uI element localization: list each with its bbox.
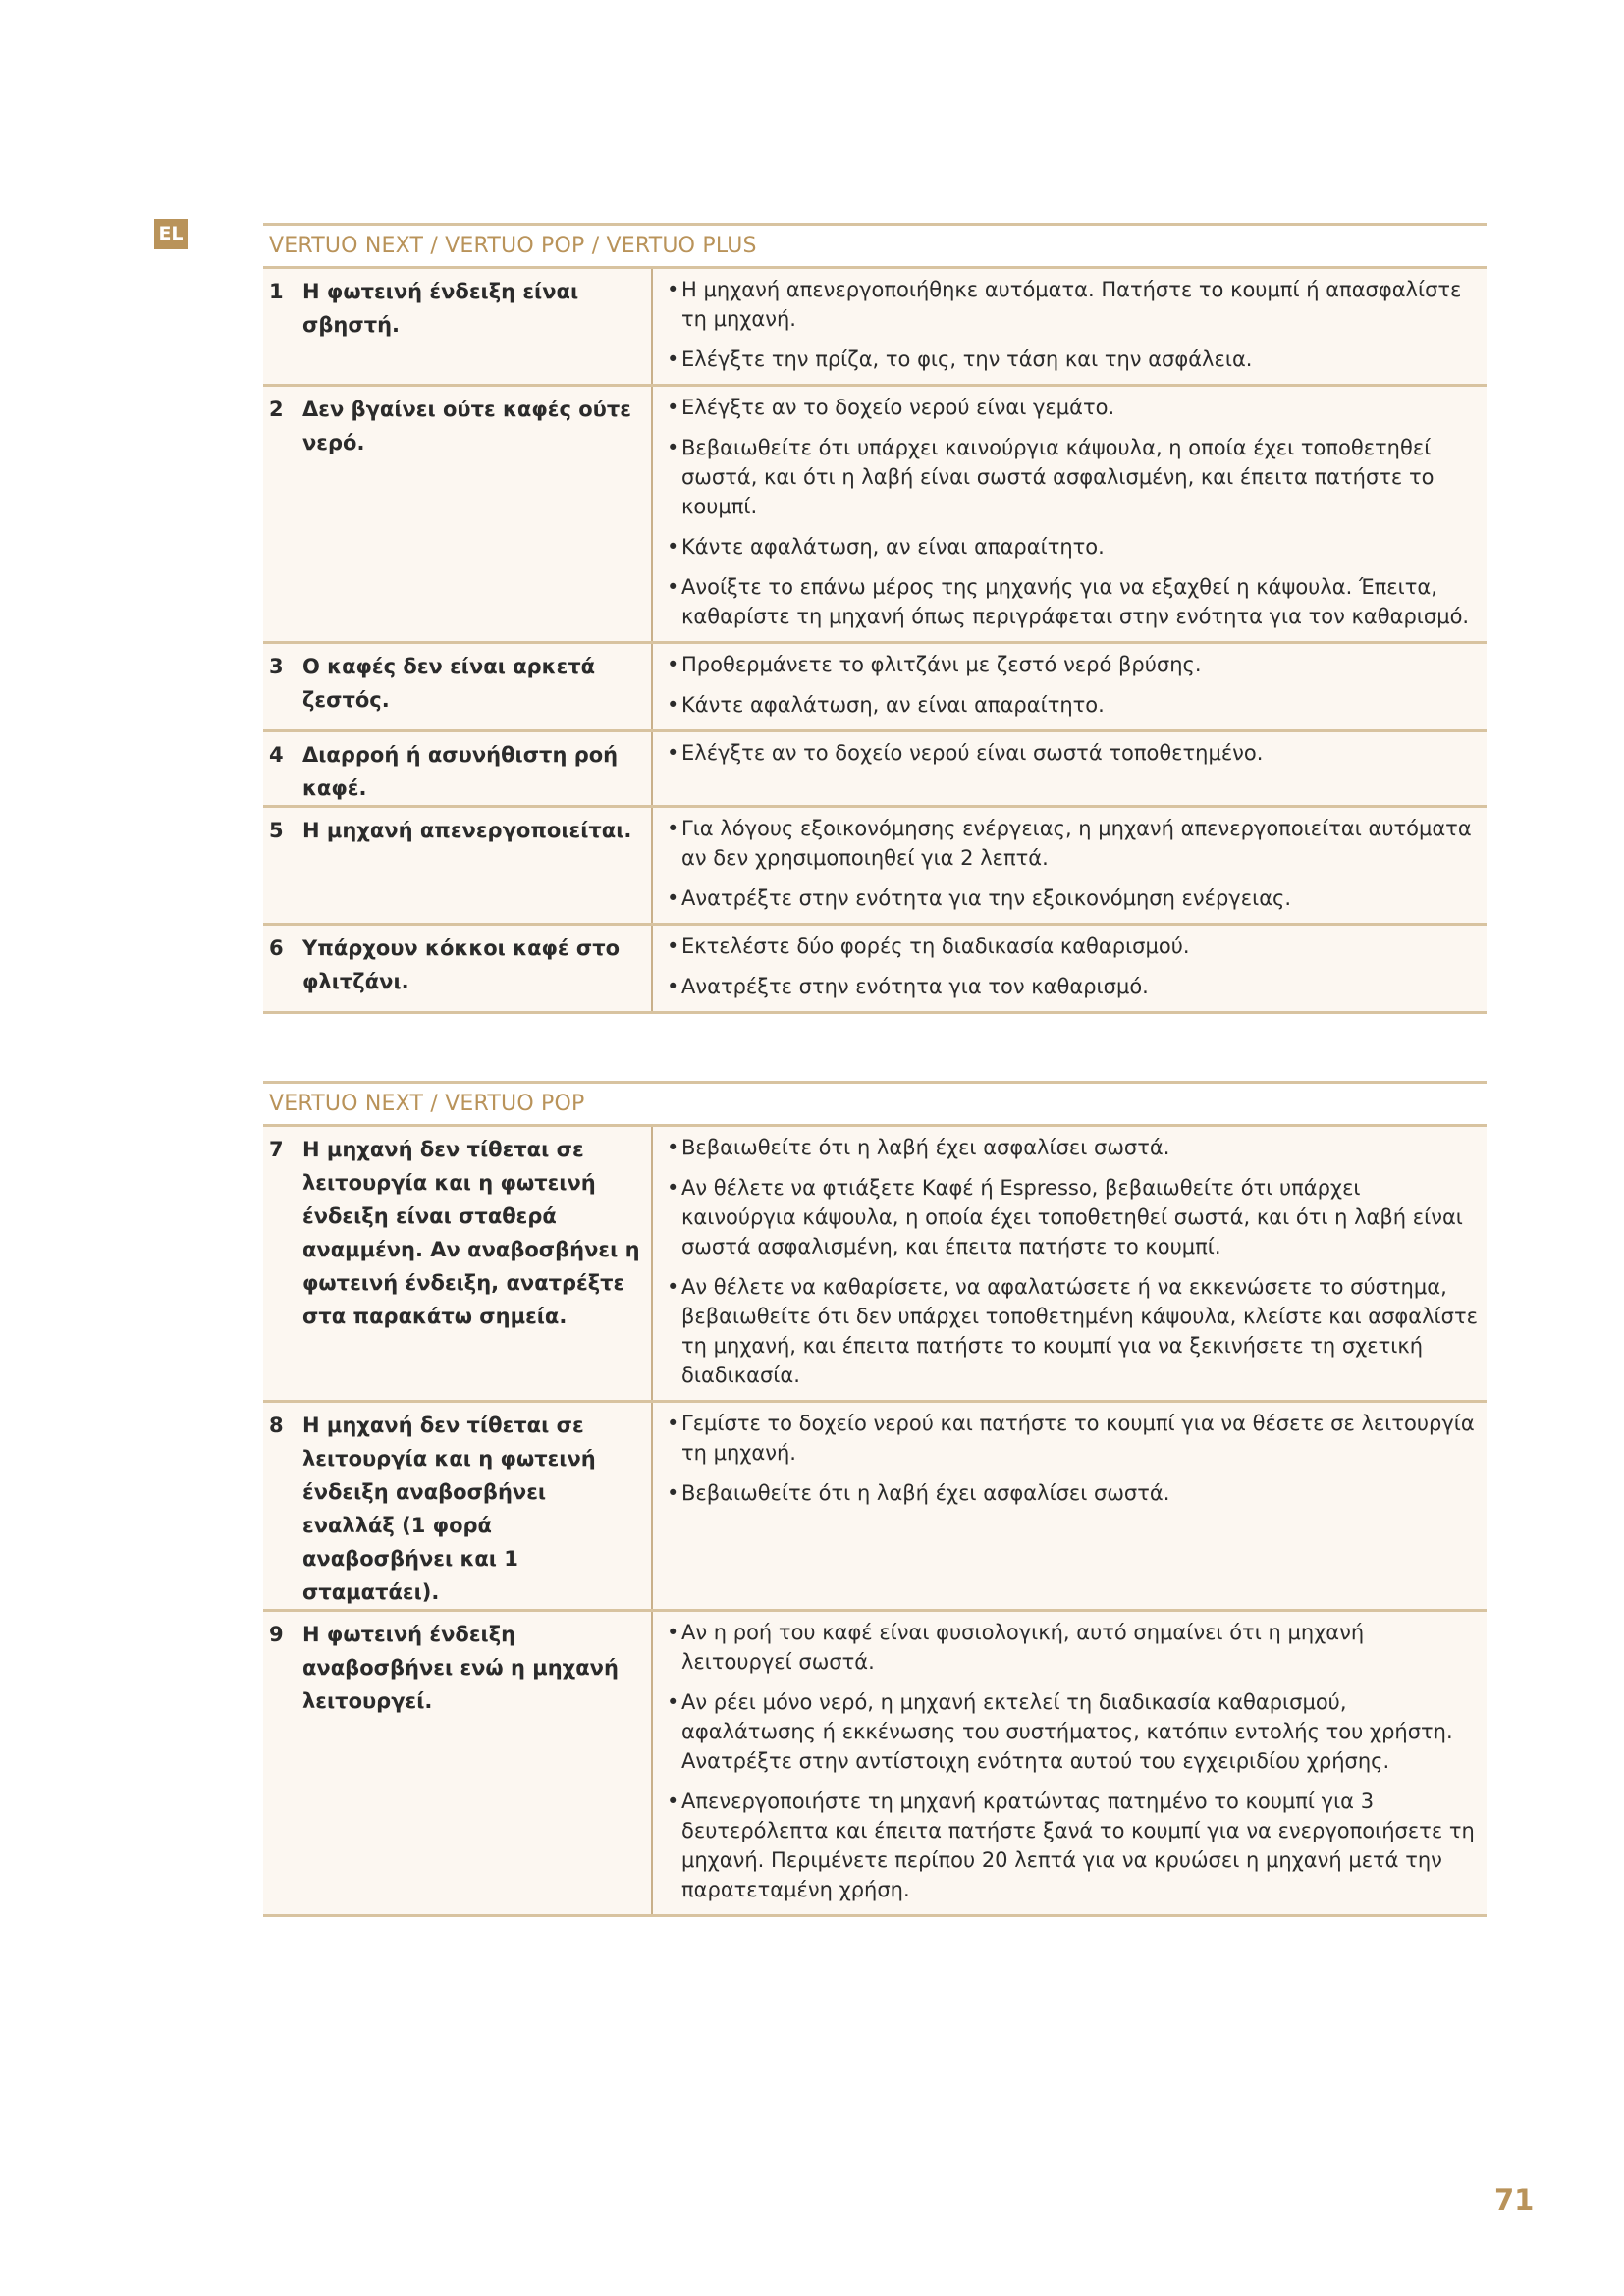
solution-item: • Βεβαιωθείτε ότι η λαβή έχει ασφαλίσει σωστά. bbox=[667, 1133, 1479, 1162]
problem-description: Η μηχανή δεν τίθεται σε λειτουργία και η φωτεινή ένδειξη αναβοσβήνει εναλλάξ (1 φορά αναβοσβήνει και 1 σταματάει). bbox=[302, 1414, 596, 1604]
solution-item: • Για λόγους εξοικονόμησης ενέργειας, η μηχανή απενεργοποιείται αυτόματα αν δεν χρησιμοποιηθεί για 2 λεπτά. bbox=[667, 814, 1479, 873]
solution-item: • Βεβαιωθείτε ότι υπάρχει καινούργια κάψουλα, η οποία έχει τοποθετηθεί σωστά, και ότι η λαβή είναι σωστά ασφαλισμένη, και έπειτα πατήστε το κουμπί. bbox=[667, 433, 1479, 521]
row-number: 7 bbox=[269, 1138, 284, 1161]
problem-description: Διαρροή ή ασυνήθιστη ροή καφέ. bbox=[302, 743, 619, 800]
table-row bbox=[263, 808, 1487, 926]
solution-item: • Αν η ροή του καφέ είναι φυσιολογική, αυτό σημαίνει ότι η μηχανή λειτουργεί σωστά. bbox=[667, 1618, 1479, 1677]
table-row bbox=[263, 644, 1487, 732]
section-vertuo-next-pop-plus bbox=[263, 223, 1487, 1014]
solution-item: • Προθερμάνετε το φλιτζάνι με ζεστό νερό βρύσης. bbox=[667, 650, 1479, 679]
problem-description: Η μηχανή απενεργοποιείται. bbox=[302, 819, 632, 842]
solution-item: • Γεμίστε το δοχείο νερού και πατήστε το κουμπί για να θέσετε σε λειτουργία τη μηχανή. bbox=[667, 1409, 1479, 1468]
page-number: 71 bbox=[1494, 2183, 1535, 2216]
table-row bbox=[263, 732, 1487, 808]
solutions-cell bbox=[651, 644, 1487, 729]
row-number: 9 bbox=[269, 1623, 284, 1646]
solution-item: • Ανατρέξτε στην ενότητα για την εξοικονόμηση ενέργειας. bbox=[667, 883, 1479, 913]
row-number: 2 bbox=[269, 398, 284, 421]
solutions-cell bbox=[651, 1403, 1487, 1609]
solution-item: • Ελέγξτε αν το δοχείο νερού είναι σωστά τοποθετημένο. bbox=[667, 738, 1479, 768]
solutions-cell bbox=[651, 732, 1487, 805]
solution-item: • Η μηχανή απενεργοποιήθηκε αυτόματα. Πατήστε το κουμπί ή απασφαλίστε τη μηχανή. bbox=[667, 275, 1479, 334]
solution-item: • Αν θέλετε να καθαρίσετε, να αφαλατώσετε ή να εκκενώσετε το σύστημα, βεβαιωθείτε ότι δεν υπάρχει τοποθετημένη κάψουλα, κλείστε και ασφαλίστε τη μηχανή, και έπειτα πατήστε το κουμπί για να ξεκινήσετε τη σχετική διαδικασία. bbox=[667, 1272, 1479, 1390]
row-number: 1 bbox=[269, 280, 284, 303]
problem-description: Ο καφές δεν είναι αρκετά ζεστός. bbox=[302, 655, 596, 712]
table-row bbox=[263, 269, 1487, 387]
solutions-cell bbox=[651, 808, 1487, 923]
problem-description: Η φωτεινή ένδειξη είναι σβηστή. bbox=[302, 280, 579, 337]
section-title: VERTUO NEXT / VERTUO POP / VERTUO PLUS bbox=[263, 223, 1487, 269]
solution-item: • Ανατρέξτε στην ενότητα για τον καθαρισμό. bbox=[667, 972, 1479, 1001]
table-row bbox=[263, 387, 1487, 644]
solutions-cell bbox=[651, 926, 1487, 1011]
section-title: VERTUO NEXT / VERTUO POP bbox=[263, 1081, 1487, 1127]
row-number: 3 bbox=[269, 655, 284, 678]
table-row bbox=[263, 1403, 1487, 1612]
solution-item: • Αν ρέει μόνο νερό, η μηχανή εκτελεί τη διαδικασία καθαρισμού, αφαλάτωσης ή εκκένωσης του συστήματος, κατόπιν εντολής του χρήστη. Ανατρέξτε στην αντίστοιχη ενότητα αυτού του εγχειριδίου χρήσης. bbox=[667, 1687, 1479, 1776]
problem-description: Η φωτεινή ένδειξη αναβοσβήνει ενώ η μηχανή λειτουργεί. bbox=[302, 1623, 619, 1713]
problem-description: Η μηχανή δεν τίθεται σε λειτουργία και η φωτεινή ένδειξη είναι σταθερά αναμμένη. Αν αναβοσβήνει η φωτεινή ένδειξη, ανατρέξτε στα παρακάτω σημεία. bbox=[302, 1138, 640, 1328]
language-badge: EL bbox=[154, 219, 188, 249]
row-number: 6 bbox=[269, 936, 284, 960]
solutions-cell bbox=[651, 269, 1487, 384]
solution-item: • Ελέγξτε την πρίζα, το φις, την τάση και την ασφάλεια. bbox=[667, 345, 1479, 374]
solution-item: • Κάντε αφαλάτωση, αν είναι απαραίτητο. bbox=[667, 690, 1479, 720]
solutions-cell bbox=[651, 1612, 1487, 1914]
table-row bbox=[263, 926, 1487, 1014]
section-vertuo-next-pop bbox=[263, 1081, 1487, 1917]
solution-item: • Ελέγξτε αν το δοχείο νερού είναι γεμάτο. bbox=[667, 393, 1479, 422]
solution-item: • Εκτελέστε δύο φορές τη διαδικασία καθαρισμού. bbox=[667, 932, 1479, 961]
table-row bbox=[263, 1612, 1487, 1917]
solutions-cell bbox=[651, 387, 1487, 641]
row-number: 4 bbox=[269, 743, 284, 767]
solution-item: • Αν θέλετε να φτιάξετε Καφέ ή Espresso, βεβαιωθείτε ότι υπάρχει καινούργια κάψουλα, η οποία έχει τοποθετηθεί σωστά, και ότι η λαβή είναι σωστά ασφαλισμένη, και έπειτα πατήστε το κουμπί. bbox=[667, 1173, 1479, 1261]
solution-item: • Κάντε αφαλάτωση, αν είναι απαραίτητο. bbox=[667, 532, 1479, 561]
solution-item: • Βεβαιωθείτε ότι η λαβή έχει ασφαλίσει σωστά. bbox=[667, 1478, 1479, 1508]
solutions-cell bbox=[651, 1127, 1487, 1400]
row-number: 8 bbox=[269, 1414, 284, 1437]
problem-description: Υπάρχουν κόκκοι καφέ στο φλιτζάνι. bbox=[302, 936, 621, 993]
problem-description: Δεν βγαίνει ούτε καφές ούτε νερό. bbox=[302, 398, 631, 454]
solution-item: • Απενεργοποιήστε τη μηχανή κρατώντας πατημένο το κουμπί για 3 δευτερόλεπτα και έπειτα πατήστε ξανά το κουμπί για να ενεργοποιήσετε τη μηχανή. Περιμένετε περίπου 20 λεπτά για να κρυώσει η μηχανή μετά την παρατεταμένη χρήση. bbox=[667, 1787, 1479, 1904]
table-row bbox=[263, 1127, 1487, 1403]
row-number: 5 bbox=[269, 819, 284, 842]
solution-item: • Ανοίξτε το επάνω μέρος της μηχανής για να εξαχθεί η κάψουλα. Έπειτα, καθαρίστε τη μηχανή όπως περιγράφεται στην ενότητα για τον καθαρισμό. bbox=[667, 572, 1479, 631]
